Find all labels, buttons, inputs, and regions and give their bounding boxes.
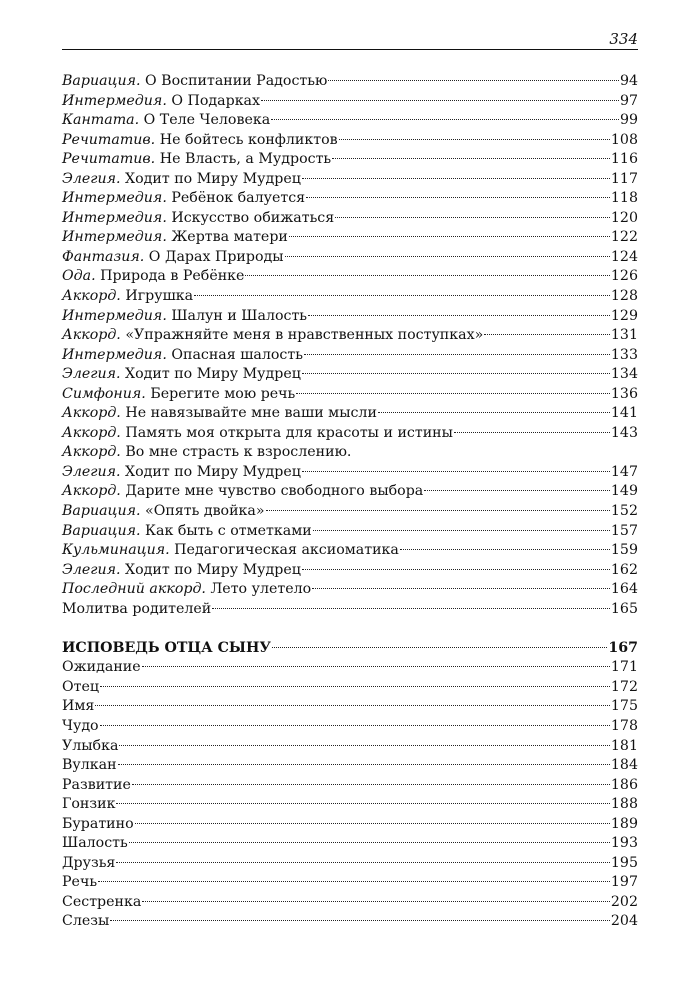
entry-name: Сестренка xyxy=(62,893,142,910)
dot-leader xyxy=(118,764,610,765)
entry-page-number: 97 xyxy=(619,92,638,109)
entry-page-number: 108 xyxy=(610,131,638,148)
entry-genre: Элегия. xyxy=(62,170,121,187)
entry-genre: Аккорд. xyxy=(62,444,121,461)
entry-page-number: 129 xyxy=(610,307,638,324)
toc-entry[interactable] xyxy=(62,912,638,932)
entry-genre: Интермедия. xyxy=(62,190,167,207)
entry-page-number: 134 xyxy=(610,366,638,383)
dot-leader xyxy=(296,393,610,394)
entry-name: Искусство обижаться xyxy=(171,209,335,226)
entry-name: Чудо xyxy=(62,718,99,734)
toc-entry[interactable] xyxy=(62,92,638,112)
entry-genre: Интермедия. xyxy=(62,92,167,109)
toc-entry[interactable] xyxy=(62,776,638,796)
entry-name: Шалость xyxy=(62,835,128,852)
dot-leader xyxy=(271,119,619,120)
entry-title xyxy=(62,307,307,327)
entry-genre: Кульминация. xyxy=(62,542,170,559)
toc-entry[interactable] xyxy=(62,463,638,483)
entry-name: Ходит по Миру Мудрец xyxy=(125,366,301,383)
dot-leader xyxy=(312,588,610,589)
entry-title xyxy=(62,658,141,678)
toc-entry[interactable] xyxy=(62,482,638,502)
toc-entry[interactable] xyxy=(62,580,638,600)
entry-genre: Интермедия. xyxy=(62,346,167,363)
toc-entry[interactable] xyxy=(62,893,638,913)
toc-entry[interactable] xyxy=(62,815,638,835)
dot-leader xyxy=(129,842,610,843)
entry-title xyxy=(62,228,288,248)
entry-name: Отец xyxy=(62,678,99,695)
entry-title xyxy=(62,346,303,366)
entry-name: Ходит по Миру Мудрец xyxy=(125,561,301,578)
entry-genre: Речитатив. xyxy=(62,151,156,168)
entry-genre: Последний аккорд. xyxy=(62,581,206,598)
entry-title xyxy=(62,854,115,874)
entry-title xyxy=(62,580,311,600)
dot-leader xyxy=(95,705,610,706)
toc-entry[interactable] xyxy=(62,170,638,190)
entry-genre: Элегия. xyxy=(62,561,121,578)
dot-leader xyxy=(98,881,610,882)
entry-genre: Аккорд. xyxy=(62,424,121,441)
toc-entry[interactable] xyxy=(62,131,638,151)
dot-leader xyxy=(454,432,610,433)
entry-name: Друзья xyxy=(62,854,116,871)
toc-entry[interactable] xyxy=(62,326,638,346)
entry-genre: Ода. xyxy=(62,268,96,285)
dot-leader xyxy=(100,725,610,726)
dot-leader xyxy=(424,490,610,491)
entry-title xyxy=(62,600,211,620)
entry-genre: Интермедия. xyxy=(62,209,167,226)
dot-leader xyxy=(302,178,610,179)
entry-name: Как быть с отметками xyxy=(145,522,312,539)
entry-page-number: 186 xyxy=(610,776,638,793)
entry-genre: Аккорд. xyxy=(62,405,121,422)
entry-name: Опасная шалость xyxy=(171,346,303,363)
page-number: 334 xyxy=(609,30,638,48)
toc-entry[interactable] xyxy=(62,678,638,698)
dot-leader xyxy=(302,569,610,570)
entry-genre: Элегия. xyxy=(62,366,121,383)
entry-genre: Аккорд. xyxy=(62,327,121,344)
entry-name: Ходит по Миру Мудрец xyxy=(125,463,301,480)
section-heading-page: 167 xyxy=(608,639,638,656)
entry-genre: Кантата. xyxy=(62,112,140,129)
toc-entry[interactable] xyxy=(62,600,638,620)
entry-title xyxy=(62,482,423,502)
entry-name: Развитие xyxy=(62,776,131,793)
toc-entry[interactable] xyxy=(62,443,638,463)
entry-page-number: 171 xyxy=(610,659,638,676)
entry-name: Не Власть, а Мудрость xyxy=(159,151,332,168)
entry-title xyxy=(62,873,97,893)
toc-entry[interactable] xyxy=(62,111,638,131)
entry-name: Не навязывайте мне ваши мысли xyxy=(125,405,377,422)
entry-name: Лето улетело xyxy=(210,581,312,598)
toc-entry[interactable] xyxy=(62,834,638,854)
toc-part-two xyxy=(62,658,638,932)
entry-title xyxy=(62,209,334,229)
dot-leader xyxy=(378,412,610,413)
entry-title xyxy=(62,463,301,483)
entry-name: Слезы xyxy=(62,913,110,930)
entry-page-number: 118 xyxy=(610,190,638,207)
entry-name: Игрушка xyxy=(125,288,194,305)
entry-page-number: 178 xyxy=(610,718,638,734)
entry-title xyxy=(62,834,128,854)
entry-page-number: 128 xyxy=(610,288,638,305)
entry-title xyxy=(62,326,483,346)
toc-entry[interactable] xyxy=(62,267,638,287)
entry-genre: Интермедия. xyxy=(62,307,167,324)
dot-leader xyxy=(245,275,609,276)
entry-page-number: 159 xyxy=(610,542,638,559)
entry-page-number: 99 xyxy=(619,112,638,129)
dot-leader xyxy=(335,217,610,218)
entry-name: Шалун и Шалость xyxy=(171,307,308,324)
toc-entry[interactable] xyxy=(62,150,638,170)
entry-title xyxy=(62,131,338,151)
entry-genre: Вариация. xyxy=(62,503,141,520)
dot-leader xyxy=(328,80,619,81)
header-rule xyxy=(62,49,638,50)
toc-entry[interactable] xyxy=(62,404,638,424)
entry-title xyxy=(62,150,331,170)
toc-entry[interactable] xyxy=(62,424,638,444)
dot-leader xyxy=(116,862,610,863)
entry-title xyxy=(62,756,117,776)
toc-entry[interactable] xyxy=(62,307,638,327)
entry-page-number: 133 xyxy=(610,346,638,363)
dot-leader xyxy=(313,530,610,531)
dot-leader xyxy=(110,920,610,921)
entry-title xyxy=(62,170,301,190)
entry-page-number: 184 xyxy=(610,757,638,774)
entry-name: Природа в Ребёнке xyxy=(100,268,245,285)
dot-leader xyxy=(304,354,610,355)
entry-name: Во мне страсть к взрослению. xyxy=(125,444,352,461)
dot-leader xyxy=(285,256,610,257)
dot-leader xyxy=(302,471,610,472)
toc-entry[interactable] xyxy=(62,287,638,307)
entry-title xyxy=(62,385,295,405)
dot-leader xyxy=(212,608,610,609)
entry-page-number: 165 xyxy=(610,600,638,617)
entry-genre: Аккорд. xyxy=(62,483,121,500)
dot-leader xyxy=(308,315,610,316)
entry-page-number: 152 xyxy=(610,503,638,520)
entry-page-number: 195 xyxy=(610,854,638,871)
entry-name: Ходит по Миру Мудрец xyxy=(125,170,301,187)
entry-page-number: 197 xyxy=(610,874,638,891)
entry-genre: Вариация. xyxy=(62,73,141,89)
dot-leader xyxy=(302,373,610,374)
entry-name: Педагогическая аксиоматика xyxy=(174,542,399,559)
entry-title xyxy=(62,697,94,717)
entry-title xyxy=(62,815,134,835)
entry-name: Речь xyxy=(62,874,98,891)
entry-page-number: 117 xyxy=(610,170,638,187)
toc-entry[interactable] xyxy=(62,248,638,268)
entry-title xyxy=(62,111,270,131)
dot-leader xyxy=(484,334,610,335)
dot-leader xyxy=(135,823,610,824)
entry-name: Вулкан xyxy=(62,757,117,774)
entry-page-number: 141 xyxy=(610,405,638,422)
dot-leader xyxy=(289,236,610,237)
section-heading-title: ИСПОВЕДЬ ОТЦА СЫНУ xyxy=(62,639,271,656)
entry-title xyxy=(62,72,327,92)
toc-entry[interactable] xyxy=(62,72,638,92)
dot-leader xyxy=(266,510,610,511)
toc-entry[interactable] xyxy=(62,873,638,893)
entry-genre: Симфония. xyxy=(62,385,146,402)
entry-title xyxy=(62,404,377,424)
entry-name: Жертва матери xyxy=(171,229,288,246)
entry-name: Имя xyxy=(62,698,95,715)
entry-title xyxy=(62,424,453,444)
entry-page-number: 189 xyxy=(610,815,638,832)
entry-page-number: 94 xyxy=(619,73,638,89)
dot-leader xyxy=(400,549,610,550)
toc-entry[interactable] xyxy=(62,541,638,561)
section-gap xyxy=(62,619,638,639)
entry-page-number: 188 xyxy=(610,796,638,813)
entry-page-number: 149 xyxy=(610,483,638,500)
toc-entry[interactable] xyxy=(62,385,638,405)
entry-genre: Интермедия. xyxy=(62,229,167,246)
toc-entry[interactable] xyxy=(62,522,638,542)
entry-page-number: 164 xyxy=(610,581,638,598)
toc-entry[interactable] xyxy=(62,502,638,522)
toc-entry[interactable] xyxy=(62,189,638,209)
entry-title xyxy=(62,717,99,737)
entry-title xyxy=(62,287,193,307)
entry-name: Не бойтесь конфликтов xyxy=(159,131,338,148)
toc-entry[interactable] xyxy=(62,697,638,717)
dot-leader xyxy=(132,784,610,785)
entry-page-number: 126 xyxy=(610,268,638,285)
dot-leader xyxy=(119,745,609,746)
entry-page-number: 131 xyxy=(610,327,638,344)
section-heading[interactable] xyxy=(62,639,638,659)
entry-name: Ребёнок балуется xyxy=(171,190,306,207)
toc-entry[interactable] xyxy=(62,561,638,581)
entry-title xyxy=(62,189,305,209)
entry-page-number: 147 xyxy=(610,463,638,480)
entry-page-number: 175 xyxy=(610,698,638,715)
entry-page-number: 162 xyxy=(610,561,638,578)
entry-name: Гонзик xyxy=(62,796,116,813)
toc-entry[interactable] xyxy=(62,737,638,757)
toc-entry[interactable] xyxy=(62,854,638,874)
entry-title xyxy=(62,92,260,112)
entry-page-number: 116 xyxy=(610,151,638,168)
toc-entry[interactable] xyxy=(62,228,638,248)
entry-title xyxy=(62,893,141,913)
entry-title xyxy=(62,267,244,287)
entry-title xyxy=(62,522,312,542)
entry-title xyxy=(62,248,284,268)
entry-name: Улыбка xyxy=(62,737,119,754)
entry-title xyxy=(62,541,399,561)
entry-name: Берегите мою речь xyxy=(150,385,296,402)
dot-leader xyxy=(142,666,610,667)
dot-leader xyxy=(142,901,610,902)
entry-name: О Воспитании Радостью xyxy=(145,73,328,89)
entry-genre: Фантазия. xyxy=(62,248,145,265)
dot-leader xyxy=(100,686,610,687)
entry-title xyxy=(62,561,301,581)
dot-leader xyxy=(332,158,610,159)
entry-name: Буратино xyxy=(62,815,134,832)
entry-title xyxy=(62,795,115,815)
entry-page-number: 193 xyxy=(610,835,638,852)
entry-name: Ожидание xyxy=(62,659,141,676)
entry-page-number: 204 xyxy=(610,913,638,930)
toc-entry[interactable] xyxy=(62,658,638,678)
entry-name: Молитва родителей xyxy=(62,600,212,617)
dot-leader xyxy=(339,139,610,140)
dot-leader xyxy=(272,647,607,648)
dot-leader xyxy=(194,295,610,296)
entry-title xyxy=(62,443,351,463)
entry-page-number: 181 xyxy=(610,737,638,754)
entry-title xyxy=(62,502,265,522)
entry-genre: Аккорд. xyxy=(62,288,121,305)
entry-name: «Упражняйте меня в нравственных поступках» xyxy=(125,327,484,344)
entry-page-number: 136 xyxy=(610,385,638,402)
dot-leader xyxy=(306,197,610,198)
entry-page-number: 157 xyxy=(610,522,638,539)
entry-title xyxy=(62,776,131,796)
toc-entry[interactable] xyxy=(62,365,638,385)
dot-leader xyxy=(261,100,619,101)
entry-page-number: 120 xyxy=(610,209,638,226)
entry-title xyxy=(62,678,99,698)
entry-genre: Вариация. xyxy=(62,522,141,539)
entry-name: «Опять двойка» xyxy=(145,503,265,520)
table-of-contents xyxy=(62,72,638,932)
entry-page-number: 122 xyxy=(610,229,638,246)
entry-page-number: 202 xyxy=(610,893,638,910)
entry-title xyxy=(62,365,301,385)
entry-name: Дарите мне чувство свободного выбора xyxy=(125,483,424,500)
entry-page-number: 143 xyxy=(610,424,638,441)
entry-page-number: 124 xyxy=(610,248,638,265)
toc-part-one xyxy=(62,72,638,619)
entry-name: О Дарах Природы xyxy=(148,248,284,265)
entry-name: Память моя открыта для красоты и истины xyxy=(125,424,453,441)
dot-leader xyxy=(116,803,609,804)
toc-entry[interactable] xyxy=(62,795,638,815)
entry-genre: Речитатив. xyxy=(62,131,156,148)
entry-page-number: 172 xyxy=(610,678,638,695)
toc-entry[interactable] xyxy=(62,717,638,737)
entry-title xyxy=(62,912,109,932)
toc-entry[interactable] xyxy=(62,209,638,229)
entry-name: О Теле Человека xyxy=(143,112,271,129)
entry-title xyxy=(62,737,118,757)
entry-name: О Подарках xyxy=(171,92,261,109)
toc-entry[interactable] xyxy=(62,346,638,366)
toc-entry[interactable] xyxy=(62,756,638,776)
entry-genre: Элегия. xyxy=(62,463,121,480)
